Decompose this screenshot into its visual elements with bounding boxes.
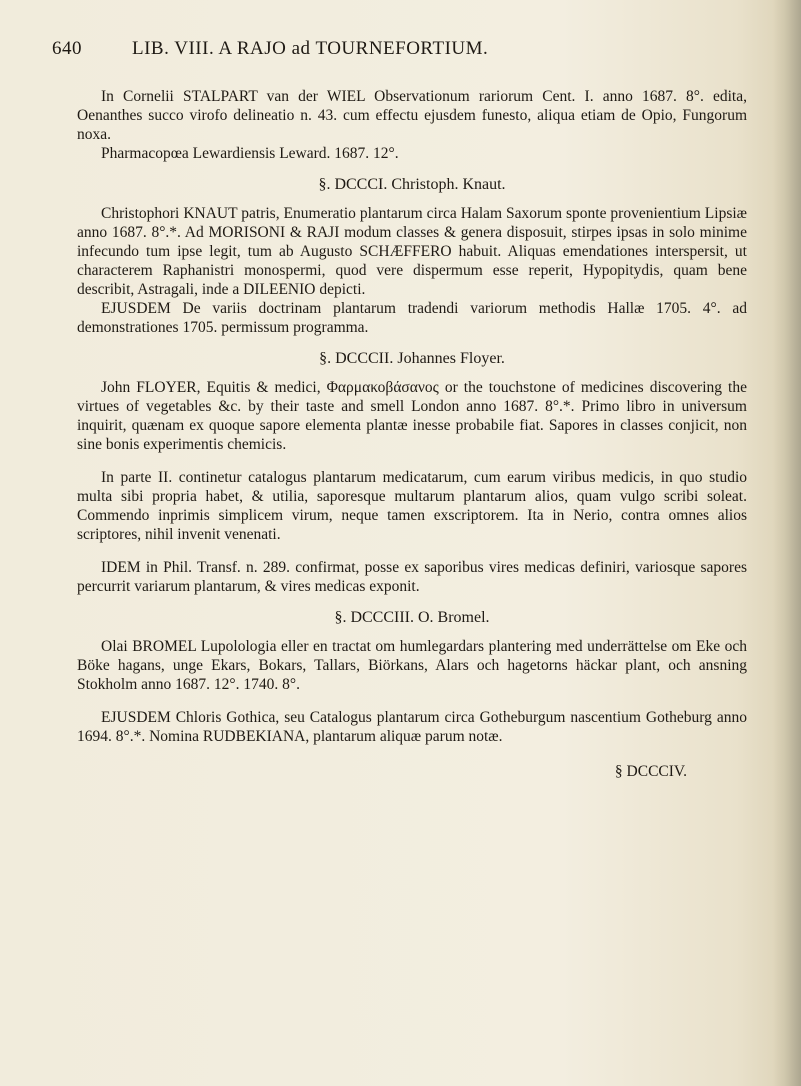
paragraph-floyer-part2: In parte II. continetur catalogus plantarum medicatarum, cum earum viribus medicis, in quo studio multa sibi propria habet, & utilia, saporesque multarum plantarum alios, quam vulgo scribi soleat. Commendo inprimis simplicem virum, neque tamen exscriptorem. Ita in Nerio, contra omnes alios scriptores, nihil invenit venenati. bbox=[77, 469, 747, 543]
section-heading-dccci: §. DCCCI. Christoph. Knaut. bbox=[318, 176, 506, 193]
section-heading-dcccii: §. DCCCII. Johannes Floyer. bbox=[319, 350, 505, 367]
paragraph-knaut: Christophori KNAUT patris, Enumeratio plantarum circa Halam Saxorum sponte provenientium Lipsiæ anno 1687. 8°.*. Ad MORISONI & RAJI modum classes & genera disposuit, stirpes ipsas in solo minime infecundo tum ipse legit, tum ab Augusto SCHÆFFERO habuit. Aliquas emendationes interspersit, ut characterem Raphanistri monospermi, quod vere dispermum esse reperit, Hypopitydis, quam bene describit, Astragali, inde a DILEENIO depicti. bbox=[77, 205, 747, 298]
running-head: LIB. VIII. A RAJO ad TOURNEFORTIUM. bbox=[132, 38, 489, 59]
spacer bbox=[77, 454, 747, 468]
paragraph-stalpart: In Cornelii STALPART van der WIEL Observationum rariorum Cent. I. anno 1687. 8°. edita, Oenanthes succo virofo delineatio n. 43. cum effectu ejusdem funesto, aliqua etiam de Opio, Fungorum noxa. bbox=[77, 88, 747, 143]
page-edge-shadow bbox=[773, 0, 801, 1086]
section-heading-dccciii: §. DCCCIII. O. Bromel. bbox=[334, 609, 490, 626]
spacer bbox=[77, 694, 747, 708]
catchword: § DCCCIV. bbox=[614, 763, 687, 780]
page-header bbox=[52, 38, 752, 66]
spacer bbox=[77, 544, 747, 558]
body-text bbox=[77, 87, 747, 781]
paragraph-floyer: John FLOYER, Equitis & medici, Φαρμακοβάσανος or the touchstone of medicines discovering the virtues of vegetables &c. by their taste and smell London anno 1687. 8°.*. Primo libro in universum inquirit, quænam ex quoque sapore elementa plantæ inesse probabile fiat. Sapores in classes conjicit, non sine bonis experimentis chemicis. bbox=[77, 379, 747, 453]
paragraph-pharmacopoea: Pharmacopœa Lewardiensis Leward. 1687. 12°. bbox=[101, 145, 399, 162]
paragraph-floyer-idem: IDEM in Phil. Transf. n. 289. confirmat, posse ex saporibus vires medicas definiri, variosque sapores percurrit variarum plantarum, & vires medicas exponit. bbox=[77, 559, 747, 595]
paragraph-bromel: Olai BROMEL Lupolologia eller en tractat om humlegardars plantering med underrättelse om Eke och Böke hagans, unge Ekars, Bokars, Tallars, Biörkans, Alars och hagetorns häckar plant, och ansning Stokholm anno 1687. 12°. 1740. 8°. bbox=[77, 638, 747, 693]
page-number: 640 bbox=[52, 38, 82, 59]
paragraph-knaut-ejusdem: EJUSDEM De variis doctrinam plantarum tradendi variorum methodis Hallæ 1705. 4°. ad demonstrationes 1705. permissum programma. bbox=[77, 300, 747, 336]
paragraph-bromel-ejusdem: EJUSDEM Chloris Gothica, seu Catalogus plantarum circa Gotheburgum nascentium Gotheburg anno 1694. 8°.*. Nomina RUDBEKIANA, plantarum aliquæ parum notæ. bbox=[77, 709, 747, 745]
